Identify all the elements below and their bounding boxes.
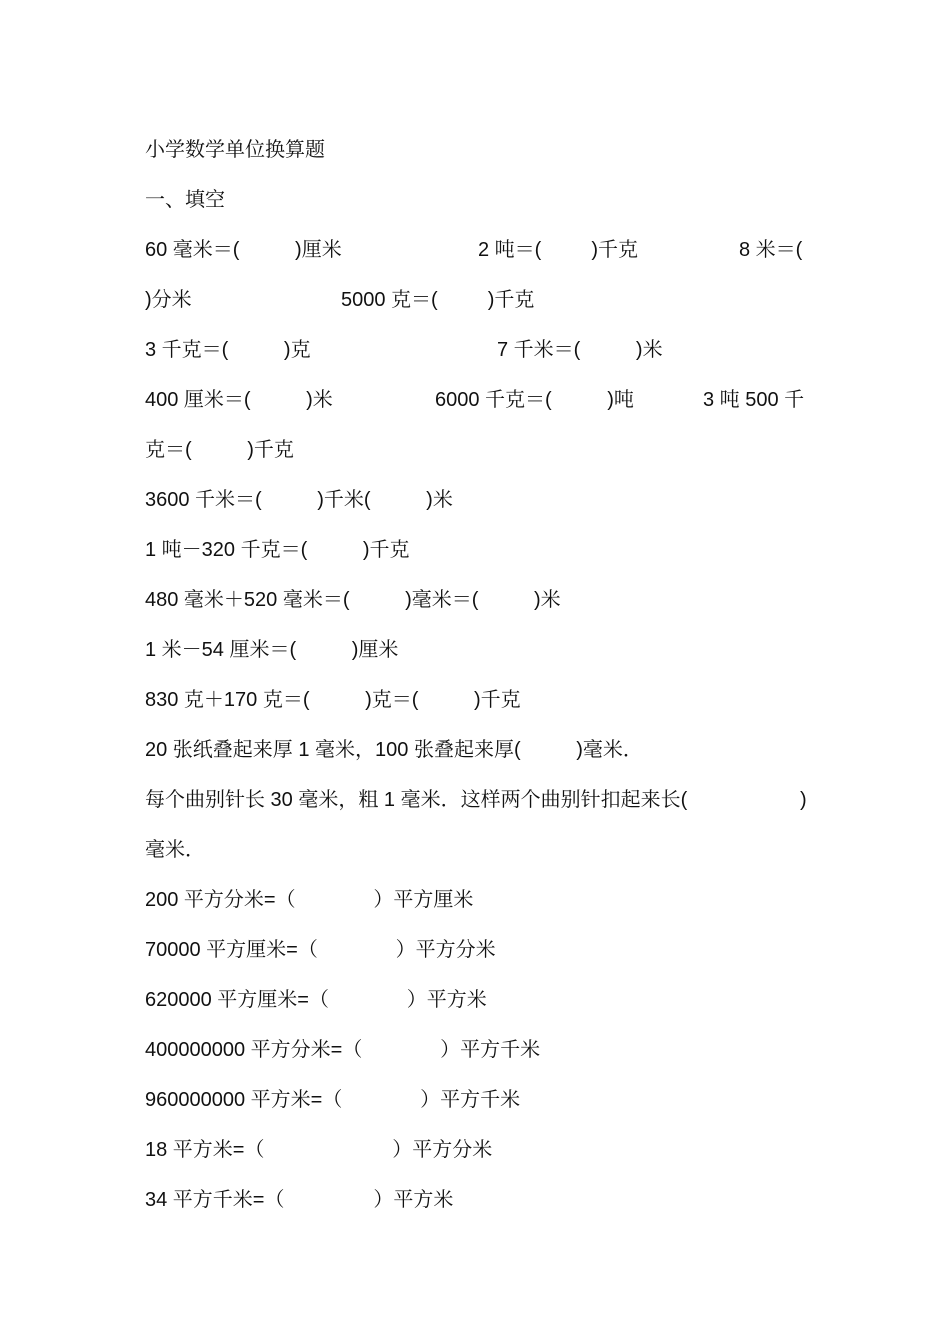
- question-line: [145, 875, 810, 925]
- question-item: 400000000 平方分米=（ ）平方千米: [145, 1039, 541, 1061]
- question-line: [145, 375, 810, 425]
- question-line: [145, 225, 810, 275]
- question-item: 400 厘米＝( )米: [145, 389, 333, 411]
- question-item: 200 平方分米=（ ）平方厘米: [145, 889, 474, 911]
- question-item: 18 平方米=（ ）平方分米: [145, 1139, 493, 1161]
- question-line: [145, 1075, 810, 1125]
- question-item: 每个曲别针长 30 毫米，粗 1 毫米．这样两个曲别针扣起来长(: [145, 789, 688, 811]
- document-content: [145, 125, 810, 1225]
- question-line: [145, 925, 810, 975]
- question-item: 20 张纸叠起来厚 1 毫米，100 张叠起来厚( )毫米．: [145, 739, 643, 761]
- question-item: 1 吨－320 千克＝( )千克: [145, 539, 410, 561]
- question-line: [145, 575, 810, 625]
- question-item: 2 吨＝( )千克: [478, 239, 639, 261]
- question-item: 70000 平方厘米=（ ）平方分米: [145, 939, 496, 961]
- question-line: [145, 975, 810, 1025]
- question-item: )分米: [145, 289, 192, 311]
- question-item: 3 吨 500 千: [703, 389, 805, 411]
- question-line: [145, 1175, 810, 1225]
- question-item: 34 平方千米=（ ）平方米: [145, 1189, 454, 1211]
- question-item: 480 毫米＋520 毫米＝( )毫米＝( )米: [145, 589, 561, 611]
- question-line: [145, 625, 810, 675]
- question-item: 8 米＝(: [739, 239, 803, 261]
- question-item: ): [800, 789, 807, 811]
- question-line: [145, 275, 810, 325]
- question-line: [145, 1125, 810, 1175]
- question-line: [145, 475, 810, 525]
- question-item: 830 克＋170 克＝( )克＝( )千克: [145, 689, 521, 711]
- question-item: 3 千克＝( )克: [145, 339, 311, 361]
- question-line: [145, 675, 810, 725]
- question-line: [145, 775, 810, 825]
- question-item: 毫米．: [145, 839, 205, 861]
- question-line: [145, 825, 810, 875]
- question-line: [145, 525, 810, 575]
- document-title: 小学数学单位换算题: [145, 139, 325, 161]
- question-item: 7 千米＝( )米: [497, 339, 663, 361]
- question-item: 960000000 平方米=（ ）平方千米: [145, 1089, 521, 1111]
- question-item: 3600 千米＝( )千米( )米: [145, 489, 453, 511]
- question-item: 620000 平方厘米=（ ）平方米: [145, 989, 487, 1011]
- question-line: [145, 1025, 810, 1075]
- question-item: 5000 克＝( )千克: [341, 289, 535, 311]
- question-item: 克＝( )千克: [145, 439, 294, 461]
- question-item: 60 毫米＝( )厘米: [145, 239, 342, 261]
- question-line: [145, 425, 810, 475]
- question-line: [145, 325, 810, 375]
- question-item: 1 米－54 厘米＝( )厘米: [145, 639, 399, 661]
- question-item: 6000 千克＝( )吨: [435, 389, 634, 411]
- question-line: [145, 725, 810, 775]
- section-heading: 一、填空: [145, 189, 225, 211]
